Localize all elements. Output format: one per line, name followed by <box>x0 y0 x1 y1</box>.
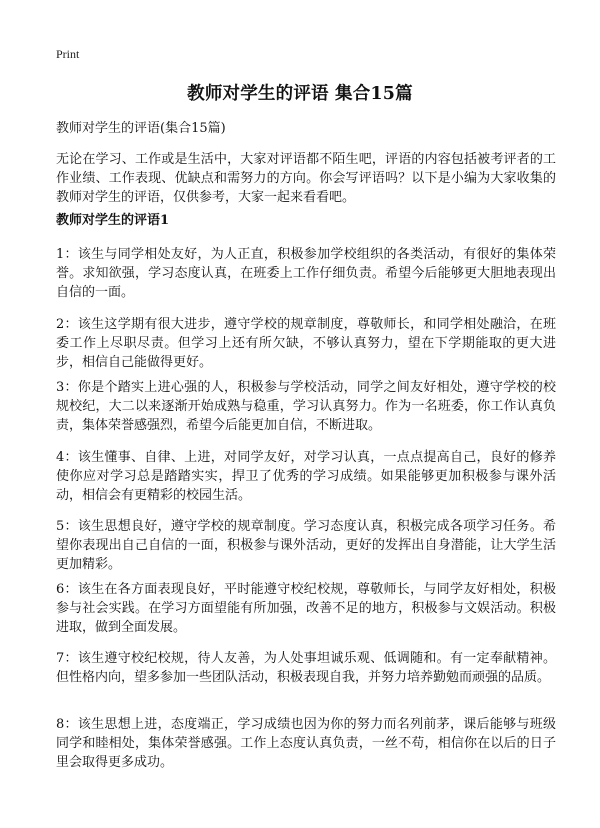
comment-paragraph-2: 2：该生这学期有很大进步，遵守学校的规章制度，尊敬师长，和同学相处融洽，在班委工作上尽职尽责。但学习上还有所欠缺，不够认真努力，望在下学期能取的更大进步，相信自己能做得更好。 <box>56 317 556 370</box>
comment-paragraph-8: 8：该生思想上进，态度端正，学习成绩也因为你的努力而名列前茅，课后能够与班级同学和睦相处，集体荣誉感强。工作上态度认真负责，一丝不苟，相信你在以后的日子里会取得更多成功。 <box>56 717 556 770</box>
comment-paragraph-7: 7：该生遵守校纪校规，待人友善，为人处事坦诚乐观、低调随和。有一定奉献精神。但性格内向，望多参加一些团队活动，积极表现自我，并努力培养勤勉而顽强的品质。 <box>56 651 556 685</box>
print-label: Print <box>56 47 80 61</box>
comment-paragraph-1: 1：该生与同学相处友好，为人正直，积极参加学校组织的各类活动，有很好的集体荣誉。求知欲强，学习态度认真，在班委上工作仔细负责。希望今后能够更大胆地表现出自信的一面。 <box>56 247 556 300</box>
comment-paragraph-3: 3：你是个踏实上进心强的人，积极参与学校活动，同学之间友好相处，遵守学校的校规校纪，大二以来逐渐开始成熟与稳重，学习认真努力。作为一名班委，你工作认真负责，集体荣誉感强烈，希望今后能更加自信，不断进取。 <box>56 380 556 433</box>
section-heading: 教师对学生的评语1 <box>56 213 170 228</box>
comment-paragraph-6: 6：该生在各方面表现良好，平时能遵守校纪校规，尊敬师长，与同学友好相处，积极参与社会实践。在学习方面望能有所加强，改善不足的地方，积极参与文娱活动。积极进取，做到全面发展。 <box>56 582 556 635</box>
page-title: 教师对学生的评语 集合15篇 <box>187 84 413 104</box>
comment-paragraph-5: 5：该生思想良好，遵守学校的规章制度。学习态度认真，积极完成各项学习任务。希望你表现出自己自信的一面，积极参与课外活动，更好的发挥出自身潜能，让大学生活更加精彩。 <box>56 519 556 572</box>
comment-paragraph-4: 4：该生懂事、自律、上进，对同学友好，对学习认真，一点点提高自己，良好的修养使你应对学习总是踏踏实实，捍卫了优秀的学习成绩。如果能够更加积极参与课外活动，相信会有更精彩的校园生活。 <box>56 450 556 503</box>
document-subtitle: 教师对学生的评语(集合15篇) <box>56 121 226 136</box>
intro-paragraph: 无论在学习、工作或是生活中，大家对评语都不陌生吧，评语的内容包括被考评者的工作业绩、工作表现、优缺点和需努力的方向。你会写评语吗？以下是小编为大家收集的教师对学生的评语，仅供参考，大家一起来看看吧。 <box>56 152 556 205</box>
